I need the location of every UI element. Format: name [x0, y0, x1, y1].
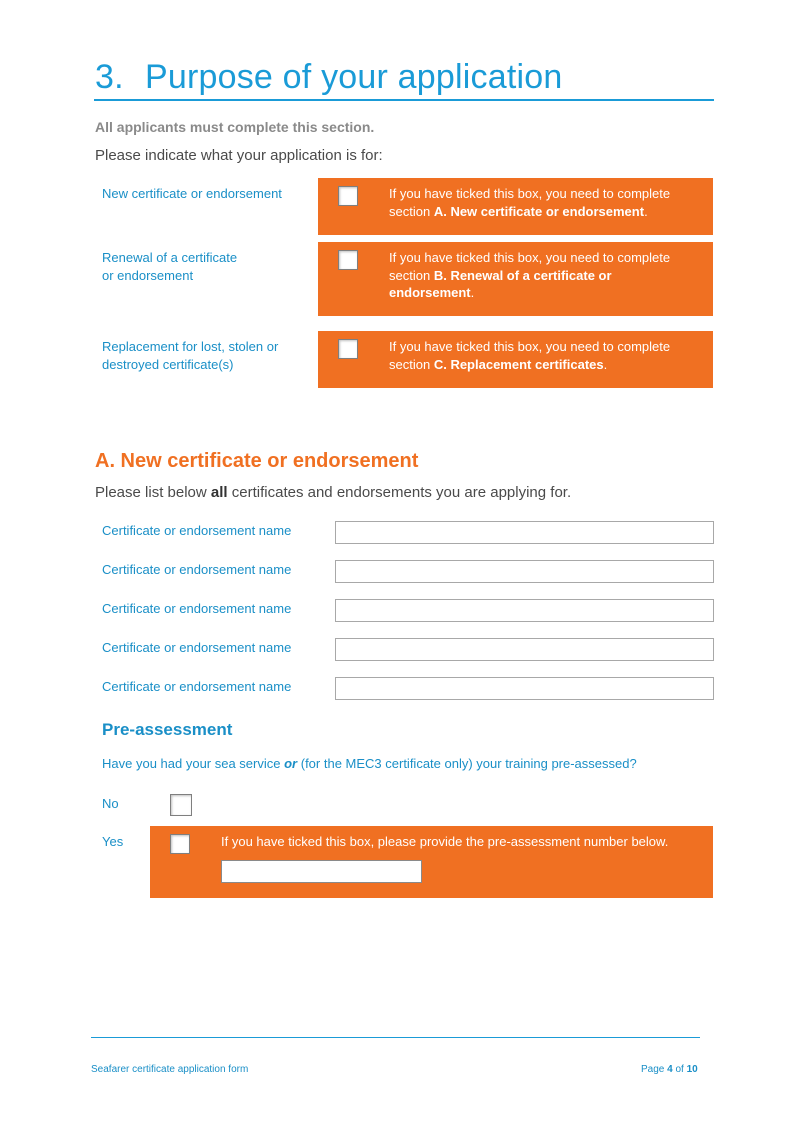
indicate-instruction: Please indicate what your application is for:	[95, 147, 383, 164]
yes-option-box	[150, 826, 713, 898]
certificate-name-input[interactable]	[335, 560, 714, 583]
footer-page-number: Page 4 of 10	[641, 1064, 698, 1075]
section-a-intro: Please list below all certificates and endorsements you are applying for.	[95, 484, 572, 501]
section-number: 3.	[95, 58, 124, 96]
no-checkbox[interactable]	[170, 794, 192, 816]
option-label-new: New certificate or endorsement	[102, 186, 282, 201]
option-note-new: If you have ticked this box, you need to complete section A. New certificate or endorsement.	[389, 186, 671, 219]
title-divider	[94, 99, 714, 101]
page-title	[95, 58, 562, 97]
pre-assessment-question: Have you had your sea service or (for the MEC3 certificate only) your training pre-assessed?	[102, 756, 637, 771]
section-title: Purpose of your application	[145, 58, 563, 96]
no-label: No	[102, 796, 119, 811]
pre-assessment-number-input[interactable]	[221, 860, 422, 883]
yes-label: Yes	[102, 834, 124, 849]
certificate-name-label: Certificate or endorsement name	[102, 601, 292, 616]
option-box-new	[318, 178, 713, 235]
certificate-name-label: Certificate or endorsement name	[102, 679, 292, 694]
certificate-name-input[interactable]	[335, 599, 714, 622]
certificate-name-label: Certificate or endorsement name	[102, 562, 292, 577]
option-label-renewal: Renewal of a certificate or endorsement	[102, 250, 238, 283]
new-certificate-checkbox[interactable]	[338, 186, 358, 206]
option-box-renewal	[318, 242, 713, 316]
pre-assessment-title: Pre-assessment	[102, 720, 233, 739]
yes-checkbox[interactable]	[170, 834, 190, 854]
replacement-checkbox[interactable]	[338, 339, 358, 359]
certificate-name-input[interactable]	[335, 677, 714, 700]
footer-divider	[91, 1037, 700, 1038]
option-note-replacement: If you have ticked this box, you need to complete section C. Replacement certificates.	[389, 339, 671, 372]
option-note-renewal: If you have ticked this box, you need to complete section B. Renewal of a certificate or endorsement.	[389, 250, 671, 300]
certificate-name-input[interactable]	[335, 638, 714, 661]
option-label-replacement: Replacement for lost, stolen or destroyed certificate(s)	[102, 339, 279, 372]
section-a-title: A. New certificate or endorsement	[95, 450, 419, 472]
certificate-name-label: Certificate or endorsement name	[102, 640, 292, 655]
footer-form-name: Seafarer certificate application form	[91, 1064, 249, 1075]
certificate-name-label: Certificate or endorsement name	[102, 523, 292, 538]
certificate-name-input[interactable]	[335, 521, 714, 544]
yes-note: If you have ticked this box, please provide the pre-assessment number below.	[221, 834, 669, 849]
option-box-replacement	[318, 331, 713, 388]
all-applicants-note: All applicants must complete this section.	[95, 119, 375, 135]
renewal-checkbox[interactable]	[338, 250, 358, 270]
